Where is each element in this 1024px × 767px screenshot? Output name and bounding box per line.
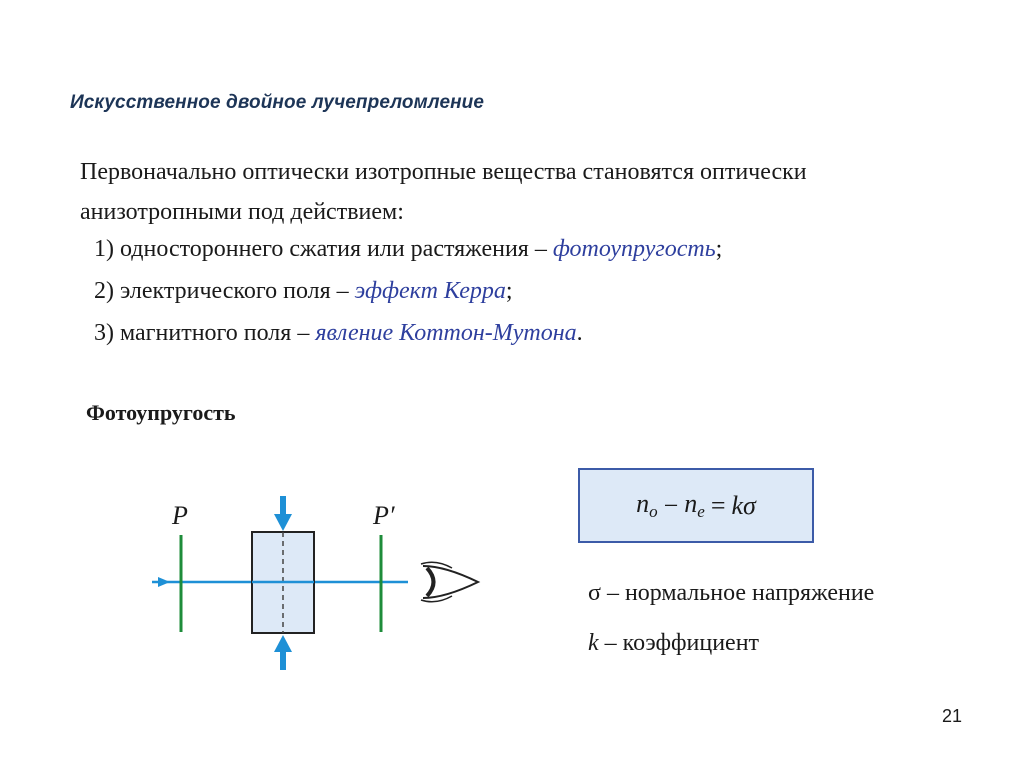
- formula-n-e: [684, 489, 705, 522]
- list-item-1: [94, 236, 722, 263]
- intro-line-2: анизотропными под действием:: [80, 199, 404, 225]
- formula-n2: n: [684, 489, 698, 518]
- legend-sigma-text: – нормальное напряжение: [600, 580, 875, 606]
- analyzer-label: P′: [373, 501, 395, 530]
- term-kerr-effect: эффект Керра: [354, 278, 506, 304]
- formula-equals: =: [710, 490, 726, 520]
- term-cotton-mouton: явление Коттон-Мутона: [315, 320, 577, 346]
- list-item-3-suffix: .: [576, 320, 583, 346]
- formula-minus: −: [663, 490, 679, 520]
- page-number: 21: [942, 706, 963, 726]
- bottom-force-arrow-icon: [274, 635, 292, 670]
- formula-sub-o: o: [649, 502, 658, 521]
- formula-rhs: kσ: [731, 490, 756, 520]
- term-photoelasticity: фотоупругость: [552, 236, 716, 262]
- list-item-1-text: 1) одностороннего сжатия или растяжения –: [94, 236, 553, 262]
- formula-n-o: [636, 489, 658, 522]
- top-force-arrow-icon: [274, 496, 292, 531]
- intro-line-1: Первоначально оптически изотропные вещества становятся оптически: [80, 159, 807, 185]
- slide-title: Искусственное двойное лучепреломление: [70, 92, 485, 113]
- legend-k-symbol: k: [588, 630, 599, 656]
- legend-sigma-symbol: σ: [588, 580, 601, 606]
- list-item-3: [94, 320, 583, 347]
- beam-arrow-icon: [158, 577, 170, 587]
- legend-k-text: – коэффициент: [598, 630, 760, 656]
- list-item-2: [94, 278, 513, 305]
- section-title: Фотоупругость: [86, 400, 236, 425]
- formula-n1: n: [636, 489, 650, 518]
- legend-sigma: [588, 580, 874, 607]
- formula-box: [578, 468, 814, 543]
- list-item-3-text: 3) магнитного поля –: [94, 320, 316, 346]
- photoelasticity-diagram: [140, 480, 490, 680]
- polarizer-label: P: [172, 501, 188, 530]
- list-item-1-suffix: ;: [715, 236, 723, 262]
- eye-icon: [421, 562, 478, 602]
- formula-sub-e: e: [697, 502, 705, 521]
- list-item-2-text: 2) электрического поля –: [94, 278, 355, 304]
- intro-paragraph: [80, 152, 980, 232]
- legend-k: [588, 630, 759, 657]
- list-item-2-suffix: ;: [505, 278, 513, 304]
